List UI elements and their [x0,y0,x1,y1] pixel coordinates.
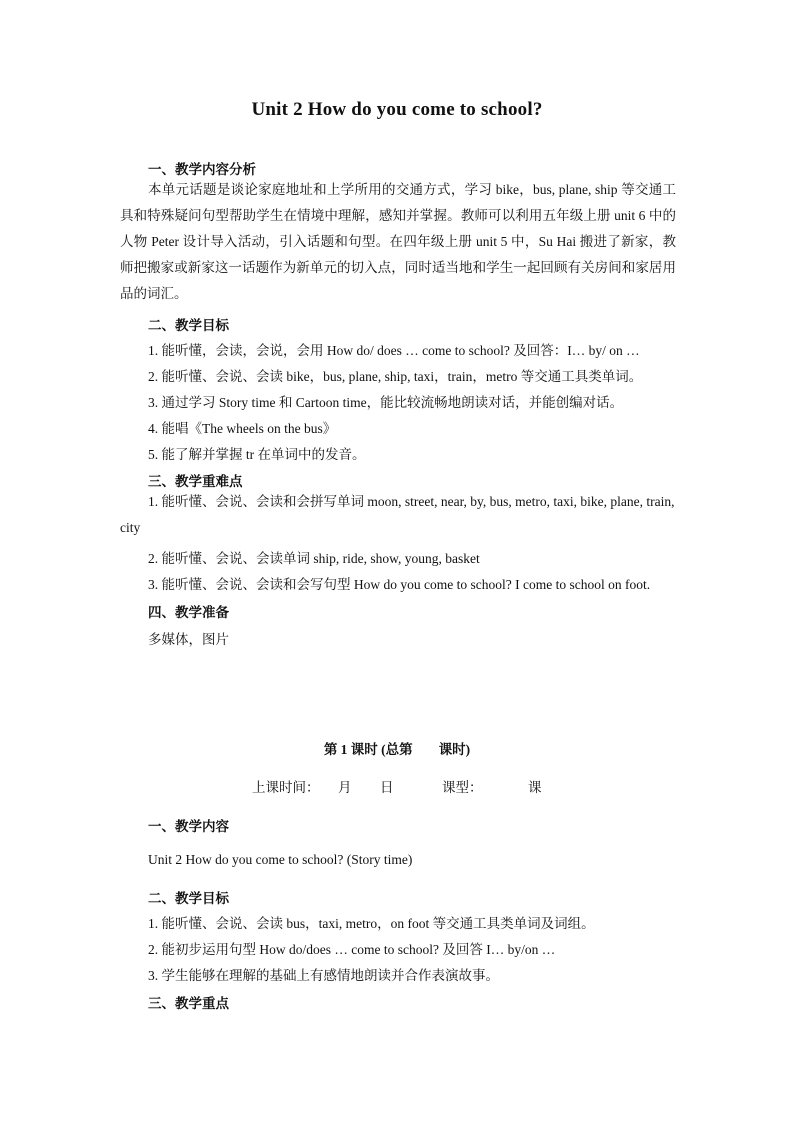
key-point-item: 1. 能听懂、会说、会读和会拼写单词 moon, street, near, by, bus, metro, taxi, bike, plane, train, city [120,494,675,535]
section-heading-teaching-objectives: 二、教学目标 [148,318,229,334]
lesson-title-part: 课时) [438,742,471,757]
month-label: 月 [338,780,352,795]
section-heading-lesson-objectives: 二、教学目标 [148,891,229,907]
section-heading-lesson-key-points: 三、教学重点 [148,996,229,1012]
lesson-title-part: 第 1 课时 (总第 [323,742,413,757]
key-point-item: 3. 能听懂、会说、会读和会写句型 How do you come to school? I come to school on foot. [148,577,651,592]
day-label: 日 [380,780,394,795]
lesson-meta [252,776,542,796]
teaching-content-text: Unit 2 How do you come to school? (Story time) [148,852,413,867]
lesson-objective-item: 2. 能初步运用句型 How do/does … come to school? 及回答 I… by/on … [148,942,556,957]
lesson-type-label: 课型： [442,780,483,795]
lesson-type-value: 课 [528,780,542,795]
content-analysis-paragraph: 本单元话题是谈论家庭地址和上学所用的交通方式，学习 bike，bus, plane, ship 等交通工具和特殊疑问句型帮助学生在情境中理解，感知并掌握。教师可以利用五年级上册 unit 6 中的人物 Peter 设计导入活动，引入话题和句型。在四年级上册 unit 5 中，Su Hai 搬进了新家，教师把搬家或新家这一话题作为新单元的切入点，同时适当地和学生一起回顾有关房间和家居用品的词汇。 [120,182,676,301]
section-heading-key-points: 三、教学重难点 [148,474,243,490]
key-point-item: 2. 能听懂、会说、会读单词 ship, ride, show, young, basket [148,551,480,566]
class-time-label: 上课时间： [252,780,320,795]
lesson-title [0,738,794,758]
preparation-text: 多媒体，图片 [148,632,229,647]
objective-item: 2. 能听懂、会说、会读 bike，bus, plane, ship, taxi，train，metro 等交通工具类单词。 [148,369,643,384]
section-heading-content-analysis: 一、教学内容分析 [148,162,256,178]
lesson-objective-item: 1. 能听懂、会说、会读 bus，taxi, metro，on foot 等交通工具类单词及词组。 [148,916,595,931]
objective-item: 5. 能了解并掌握 tr 在单词中的发音。 [148,447,366,462]
section-heading-preparation: 四、教学准备 [148,605,229,621]
section-heading-teaching-content: 一、教学内容 [148,819,229,835]
objective-item: 4. 能唱《The wheels on the bus》 [148,421,337,436]
lesson-objective-item: 3. 学生能够在理解的基础上有感情地朗读并合作表演故事。 [148,968,499,983]
objective-item: 3. 通过学习 Story time 和 Cartoon time，能比较流畅地朗读对话，并能创编对话。 [148,395,624,410]
objective-item: 1. 能听懂，会读，会说，会用 How do/ does … come to school? 及回答：I… by/ on … [148,343,640,358]
document-title: Unit 2 How do you come to school? [251,99,543,120]
